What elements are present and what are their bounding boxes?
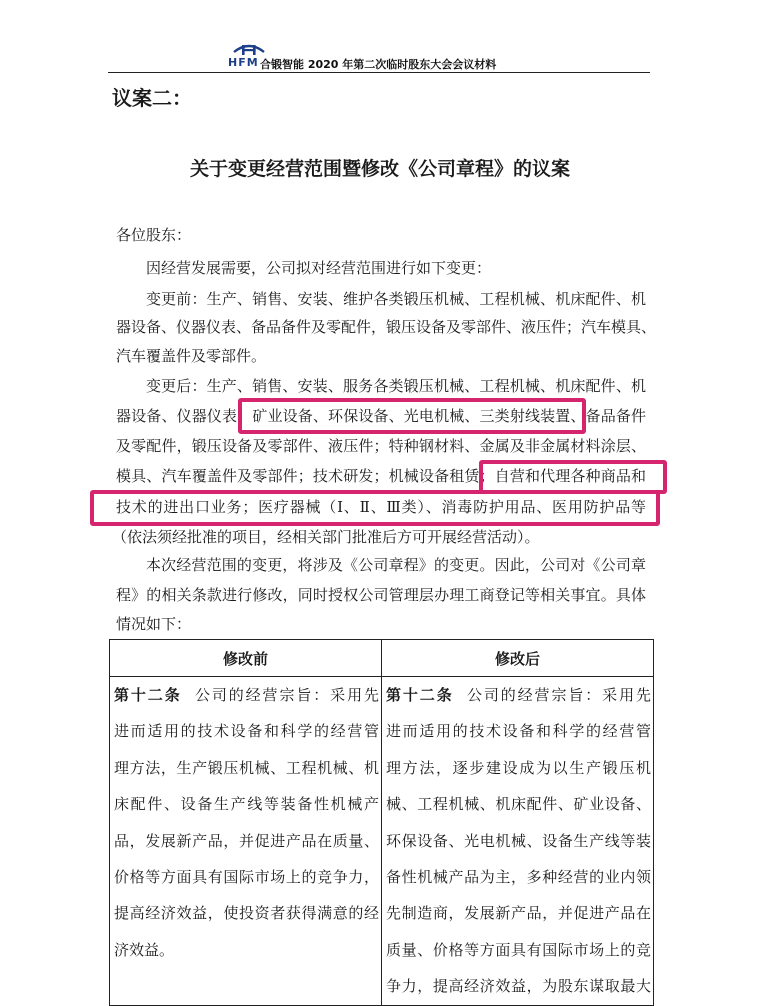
- paragraph-line: 程》的相关条款进行修改，同时授权公司管理层办理工商登记等相关事宜。具体: [116, 586, 646, 604]
- cell-line: 争力，提高经济效益，为股东谋取最大: [386, 977, 651, 996]
- highlight-box: [479, 460, 667, 494]
- page-header: [108, 36, 650, 73]
- cell-line: 械、工程机械、机床配件、矿业设备、: [386, 795, 651, 814]
- highlight-box: [238, 398, 586, 434]
- cell-line: 进而适用的技术设备和科学的经营管: [386, 722, 651, 741]
- cell-line: 提高经济效益，使投资者获得满意的经: [114, 904, 379, 923]
- cell-line: [114, 677, 379, 713]
- cell-line: 环保设备、光电机械、设备生产线等装: [386, 831, 651, 850]
- cell-after: [382, 677, 654, 1006]
- cell-line: 理方法，生产锻压机械、工程机械、机: [114, 758, 379, 777]
- cell-before: [110, 677, 382, 1006]
- cell-line: 价格等方面具有国际市场上的竞争力，: [114, 867, 379, 886]
- cell-text: 公司的经营宗旨：采用先: [466, 686, 651, 704]
- highlight-box: [90, 490, 660, 526]
- cell-line: 济效益。: [114, 940, 175, 959]
- salutation: 各位股东：: [116, 226, 192, 244]
- cell-line: [386, 677, 651, 713]
- cell-line: 品，发展新产品，并促进产品在质量、: [114, 831, 379, 850]
- comparison-table: [109, 639, 654, 1006]
- cell-line: 床配件、设备生产线等装备性机械产: [114, 795, 379, 814]
- header-title: 合锻智能 2020 年第二次临时股东大会会议材料: [260, 58, 497, 71]
- cell-text: 公司的经营宗旨：采用先: [194, 686, 379, 704]
- paragraph-line: 汽车覆盖件及零部件。: [116, 347, 267, 365]
- column-header-before: 修改前: [110, 640, 382, 677]
- paragraph-line: 情况如下：: [116, 615, 192, 633]
- paragraph-line: 及零配件，锻压设备及零部件、液压件；特种钢材料、金属及非金属材料涂层、: [116, 437, 646, 455]
- motion-label: 议案二：: [112, 86, 192, 110]
- table-header-row: [110, 640, 654, 677]
- paragraph-line: 因经营发展需要，公司拟对经营范围进行如下变更：: [146, 259, 492, 277]
- cell-line: 备性机械产品为主，多种经营的业内领: [386, 867, 651, 886]
- paragraph-line: 变更前：生产、销售、安装、维护各类锻压机械、工程机械、机床配件、机: [146, 290, 646, 308]
- document-title: 关于变更经营范围暨修改《公司章程》的议案: [189, 158, 570, 180]
- cell-line: 质量、价格等方面具有国际市场上的竞: [386, 940, 651, 959]
- paragraph-line: （依法须经批准的项目，经相关部门批准后方可开展经营活动）。: [112, 528, 540, 546]
- paragraph-line: 变更后：生产、销售、安装、服务各类锻压机械、工程机械、机床配件、机: [146, 377, 646, 395]
- paragraph-line: 器设备、仪器仪表、矿业设备、环保设备、光电机械、三类射线装置、备品备件: [116, 407, 646, 425]
- cell-line: 进而适用的技术设备和科学的经营管: [114, 722, 379, 741]
- paragraph-line: 器设备、仪器仪表、备品备件及零配件，锻压设备及零部件、液压件；汽车模具、: [116, 318, 657, 336]
- cell-line: 先制造商，发展新产品，并促进产品在: [386, 904, 651, 923]
- logo-text: HFM: [228, 56, 259, 69]
- paragraph-line: 本次经营范围的变更，将涉及《公司章程》的变更。因此，公司对《公司章: [146, 556, 646, 574]
- table-row: [110, 677, 654, 1006]
- cell-line: 理方法，逐步建设成为以生产锻压机: [386, 758, 651, 777]
- article-number: 第十二条: [114, 686, 182, 704]
- paragraph-line: 技术的进出口业务；医疗器械（Ⅰ、Ⅱ、Ⅲ类）、消毒防护用品、医用防护品等: [116, 498, 646, 516]
- article-number: 第十二条: [386, 686, 454, 704]
- column-header-after: 修改后: [382, 640, 654, 677]
- paragraph-line: 模具、汽车覆盖件及零部件；技术研发；机械设备租赁；自营和代理各种商品和: [116, 467, 646, 485]
